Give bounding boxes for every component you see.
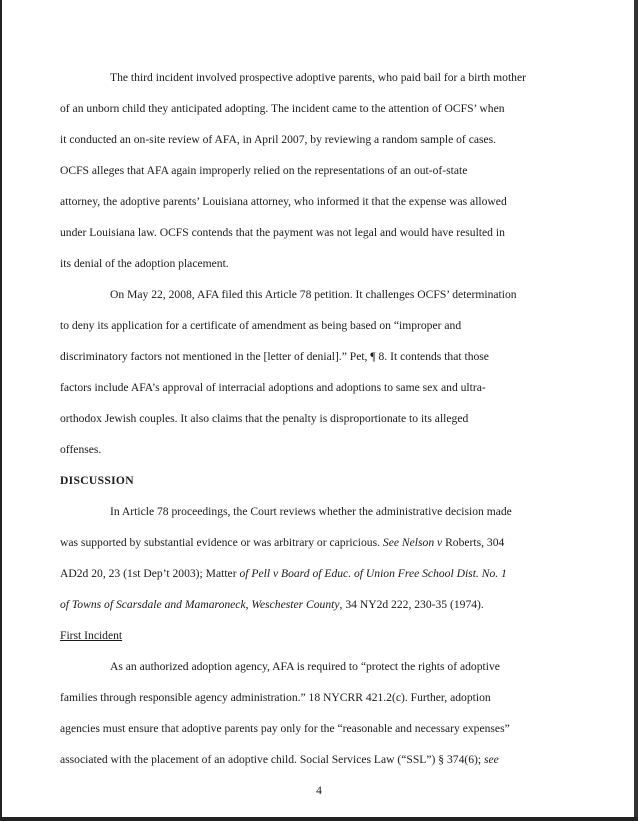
scan-edge-right (634, 0, 638, 821)
paragraph-line: As an authorized adoption agency, AFA is required to “protect the rights of adoptive (110, 660, 500, 673)
paragraph-line: of an unborn child they anticipated adopting. The incident came to the attention of OCFS’ when (60, 102, 505, 115)
paragraph-line: orthodox Jewish couples. It also claims that the penalty is disproportionate to its alleged (60, 412, 469, 425)
paragraph-line: agencies must ensure that adoptive parents pay only for the “reasonable and necessary expenses” (60, 722, 510, 735)
paragraph-line: it conducted an on-site review of AFA, in April 2007, by reviewing a random sample of cases. (60, 133, 497, 146)
paragraph-line: discriminatory factors not mentioned in the [letter of denial].” Pet, ¶ 8. It contends that those (60, 350, 489, 363)
see-signal-italic: see (484, 753, 499, 766)
paragraph-line: to deny its application for a certificate of amendment as being based on “improper and (60, 319, 462, 332)
paragraph-line (60, 558, 552, 589)
paragraph-line: In Article 78 proceedings, the Court reviews whether the administrative decision made (110, 505, 512, 518)
line-text: was supported by substantial evidence or was arbitrary or capricious. (60, 536, 383, 549)
paragraph-line: families through responsible agency administration.” 18 NYCRR 421.2(c). Further, adoption (60, 691, 491, 704)
paragraph-line: The third incident involved prospective adoptive parents, who paid bail for a birth mother (110, 71, 526, 84)
line-text: associated with the placement of an adoptive child. Social Services Law (“SSL”) § 374(6); (60, 753, 485, 766)
paragraph-line: OCFS alleges that AFA again improperly relied on the representations of an out-of-state (60, 164, 468, 177)
line-text: AD2d 20, 23 (1st Dep’t 2003); Matter (60, 567, 240, 580)
paragraph-line: offenses. (60, 443, 102, 456)
line-text: , 34 NY2d 222, 230-35 (1974). (339, 598, 484, 611)
case-citation-italic: See Nelson v (382, 536, 443, 549)
paragraph-line (60, 744, 552, 775)
scan-edge-bottom (0, 817, 638, 821)
paragraph-line: factors include AFA’s approval of interracial adoptions and adoptions to same sex and ultra- (60, 381, 486, 394)
document-page (60, 62, 552, 775)
section-heading-discussion: DISCUSSION (60, 474, 134, 487)
scan-edge-left (0, 0, 2, 821)
paragraph-line: under Louisiana law. OCFS contends that the payment was not legal and would have resulted in (60, 226, 505, 239)
paragraph-line (60, 589, 552, 620)
case-citation-italic: of Towns of Scarsdale and Mamaroneck, Weschester County (60, 598, 340, 611)
line-text: Roberts, 304 (442, 536, 505, 549)
page-number: 4 (316, 784, 322, 797)
paragraph-line: its denial of the adoption placement. (60, 257, 229, 270)
paragraph-line: On May 22, 2008, AFA filed this Article 78 petition. It challenges OCFS’ determination (110, 288, 517, 301)
case-citation-italic: of Pell v Board of Educ. of Union Free School Dist. No. 1 (239, 567, 507, 580)
section-heading-first-incident: First Incident (60, 629, 123, 642)
paragraph-line: attorney, the adoptive parents’ Louisiana attorney, who informed it that the expense was allowed (60, 195, 507, 208)
paragraph-line (60, 527, 552, 558)
